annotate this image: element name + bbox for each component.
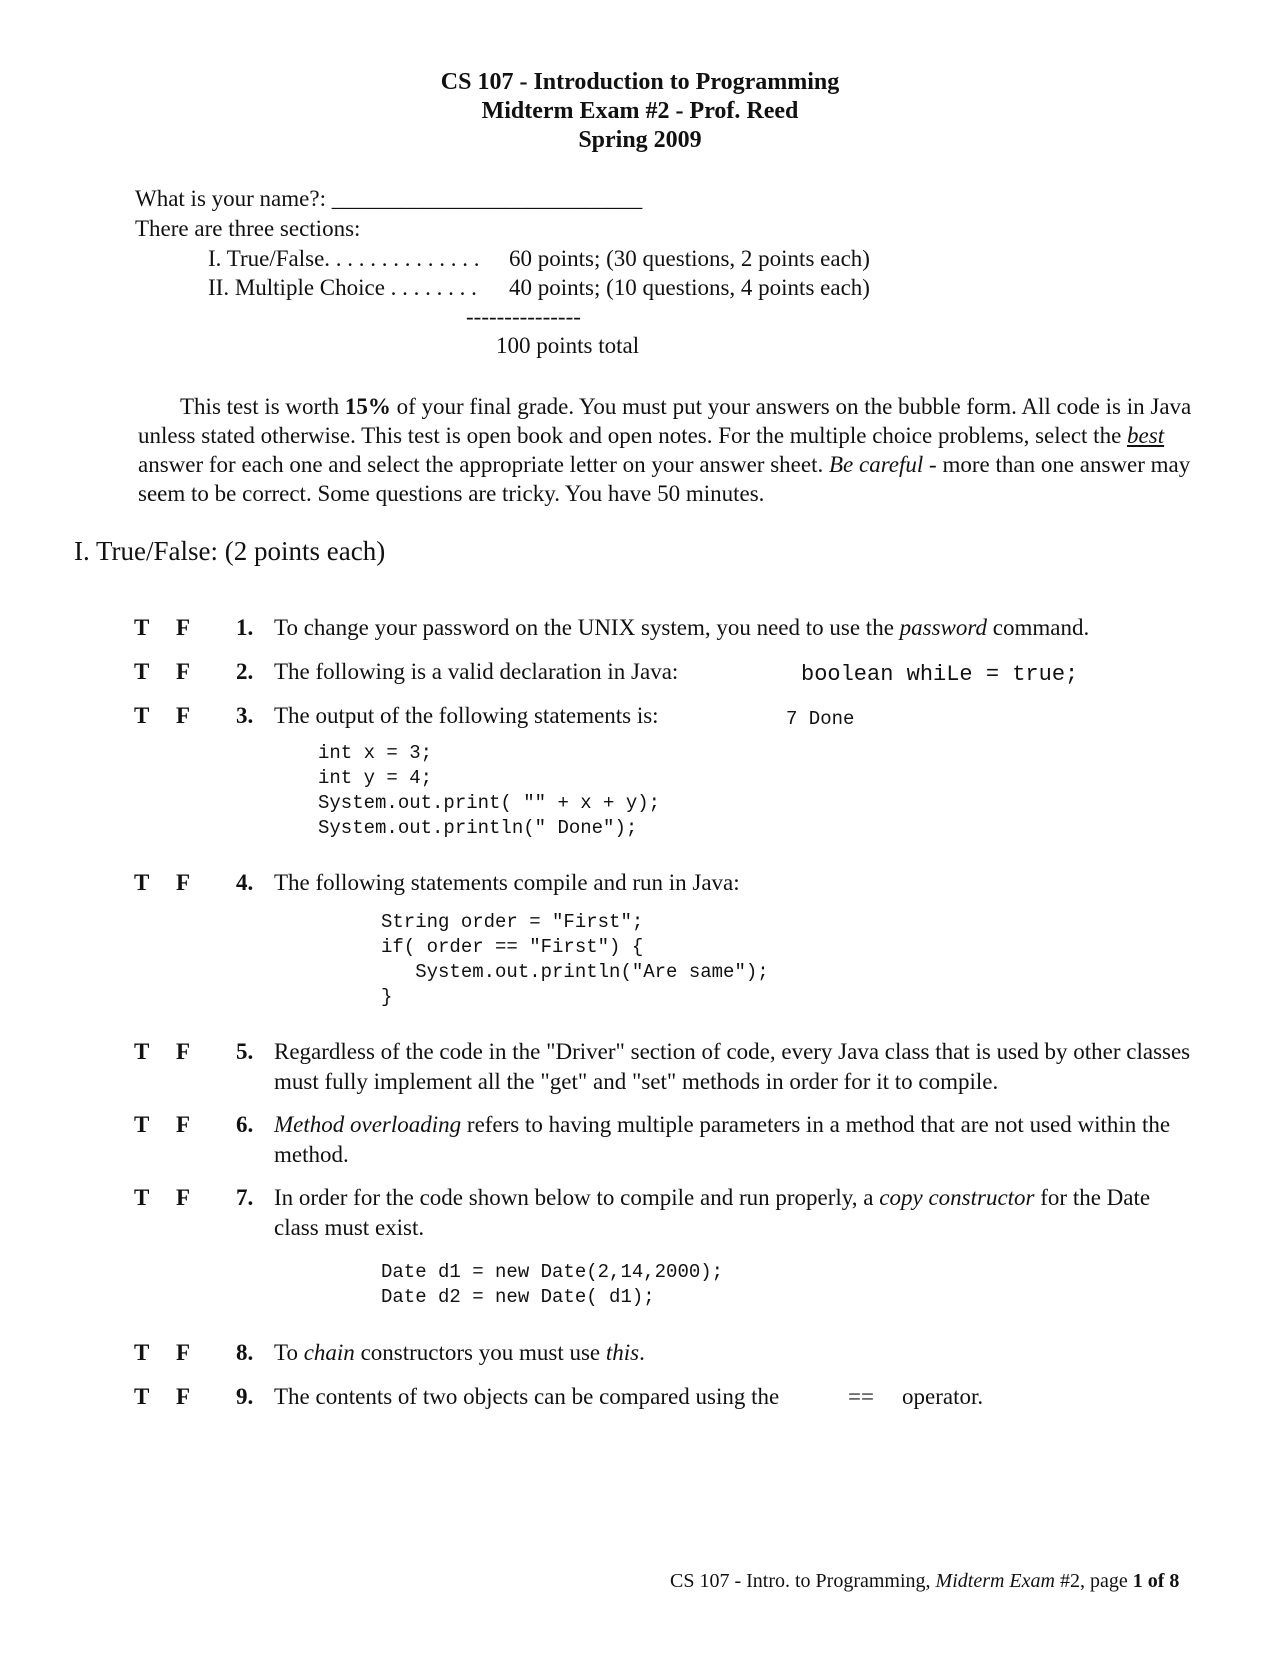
q7-text-a: In order for the code shown below to compile and run properly, a — [274, 1185, 880, 1210]
q6-text-em: Method overloading — [274, 1112, 462, 1137]
intro-be-careful: Be careful — [828, 452, 924, 477]
q8-text-b: constructors you must use — [354, 1340, 606, 1365]
q7-code-block — [381, 1260, 723, 1310]
q3-text: The output of the following statements is: — [274, 703, 659, 728]
q9-operator: == — [848, 1384, 874, 1409]
page-footer — [670, 1570, 1179, 1593]
code-line: System.out.print( "" + x + y); — [318, 792, 661, 814]
q8-text-c: . — [639, 1340, 645, 1365]
q1-text — [274, 615, 1089, 641]
intro-text-3: answer for each one and select the appropriate letter on your answer sheet. — [138, 452, 829, 477]
exam-course-title: CS 107 - Introduction to Programming — [440, 69, 840, 95]
q3-output: 7 Done — [786, 708, 855, 730]
q9-number: 9. — [236, 1384, 254, 1409]
points-total: 100 points total — [496, 333, 640, 358]
code-line: System.out.println(" Done"); — [318, 817, 638, 839]
q8-true-option[interactable]: T — [134, 1340, 150, 1365]
footer-exam: Midterm Exam — [935, 1570, 1055, 1592]
intro-text-4: - more than one answer may seem to be correct. Some questions are tricky. You have 50 minutes. — [138, 452, 1191, 506]
q3-false-option[interactable]: F — [176, 703, 191, 728]
q5-false-option[interactable]: F — [176, 1039, 191, 1064]
code-line: int x = 3; — [318, 742, 433, 764]
q4-false-option[interactable]: F — [176, 870, 191, 895]
q4-number: 4. — [236, 870, 254, 895]
q7-true-option[interactable]: T — [134, 1185, 150, 1210]
instructions-paragraph — [138, 392, 1208, 508]
section-tf-points: 60 points; (30 questions, 2 points each) — [509, 246, 870, 271]
q7-text — [274, 1183, 1194, 1243]
q4-true-option[interactable]: T — [134, 870, 150, 895]
footer-course: CS 107 - Intro. to Programming, — [670, 1570, 936, 1592]
q7-text-b: for the Date class must exist. — [274, 1185, 1151, 1240]
q9-text: The contents of two objects can be compared using the — [274, 1384, 780, 1409]
q9-false-option[interactable]: F — [176, 1384, 191, 1409]
q8-number: 8. — [236, 1340, 254, 1365]
q8-text-em2: this — [605, 1340, 640, 1365]
section-mc-name: II. Multiple Choice . . . . . . . . — [208, 275, 477, 300]
q2-false-option[interactable]: F — [176, 659, 191, 684]
q4-code-block — [381, 910, 769, 1010]
q5-text: Regardless of the code in the "Driver" section of code, every Java class that is used by other classes must fully implement all the "get" and "set" methods in order for it to compile. — [274, 1039, 1191, 1094]
intro-best: best — [1127, 423, 1165, 448]
section-mc-points: 40 points; (10 questions, 4 points each) — [509, 275, 870, 300]
q1-false-option[interactable]: F — [176, 615, 191, 640]
exam-term: Spring 2009 — [578, 127, 702, 153]
q2-code: boolean whiLe = true; — [801, 662, 1079, 687]
q8-false-option[interactable]: F — [176, 1340, 191, 1365]
q1-text-a: To change your password on the UNIX system, you need to use the — [274, 615, 900, 640]
points-separator: --------------- — [466, 304, 581, 329]
q3-code-block — [318, 741, 660, 841]
footer-mid: #2, page — [1054, 1570, 1133, 1592]
q1-text-em: password — [899, 615, 987, 640]
q5-true-option[interactable]: T — [134, 1039, 150, 1064]
q9-true-option[interactable]: T — [134, 1384, 150, 1409]
q6-false-option[interactable]: F — [176, 1112, 191, 1137]
q6-number: 6. — [236, 1112, 254, 1137]
exam-subtitle: Midterm Exam #2 - Prof. Reed — [481, 98, 799, 124]
q7-text-em: copy constructor — [879, 1185, 1035, 1210]
intro-text-1: This test is worth — [180, 394, 345, 419]
footer-page-number: 1 of 8 — [1132, 1570, 1180, 1592]
q6-text-b: refers to having multiple parameters in a method that are not used within the method. — [274, 1112, 1171, 1167]
code-line: if( order == "First") { — [381, 936, 644, 958]
q7-false-option[interactable]: F — [176, 1185, 191, 1210]
section-tf-name: I. True/False. . . . . . . . . . . . . . — [208, 246, 480, 271]
intro-percent: 15% — [344, 394, 391, 419]
code-line: } — [381, 986, 393, 1008]
q3-number: 3. — [236, 703, 254, 728]
q1-number: 1. — [236, 615, 254, 640]
section-heading-true-false: I. True/False: (2 points each) — [74, 536, 386, 566]
q8-text-em: chain — [303, 1340, 355, 1365]
q9-text-end: operator. — [902, 1384, 984, 1409]
q7-number: 7. — [236, 1185, 254, 1210]
code-line: System.out.println("Are same"); — [381, 961, 769, 983]
q3-true-option[interactable]: T — [134, 703, 150, 728]
q1-text-b: command. — [987, 615, 1090, 640]
sections-intro: There are three sections: — [135, 216, 361, 241]
code-line: Date d1 = new Date(2,14,2000); — [381, 1261, 724, 1283]
q1-true-option[interactable]: T — [134, 615, 150, 640]
q2-true-option[interactable]: T — [134, 659, 150, 684]
code-line: Date d2 = new Date( d1); — [381, 1286, 655, 1308]
q6-true-option[interactable]: T — [134, 1112, 150, 1137]
intro-text-2: of your final grade. You must put your answers on the bubble form. All code is in Java unless stated otherwise. This test is open book and open notes. For the multiple choice problems, select the — [138, 394, 1192, 448]
q2-number: 2. — [236, 659, 254, 684]
q6-text — [274, 1110, 1174, 1170]
q8-text-a: To — [274, 1340, 304, 1365]
q8-text — [274, 1340, 645, 1366]
q5-number: 5. — [236, 1039, 254, 1064]
code-line: int y = 4; — [318, 767, 433, 789]
q4-text: The following statements compile and run in Java: — [274, 870, 740, 895]
name-prompt: What is your name?: ___________________________ — [135, 186, 643, 211]
code-line: String order = "First"; — [381, 911, 644, 933]
q2-text: The following is a valid declaration in Java: — [274, 659, 679, 684]
